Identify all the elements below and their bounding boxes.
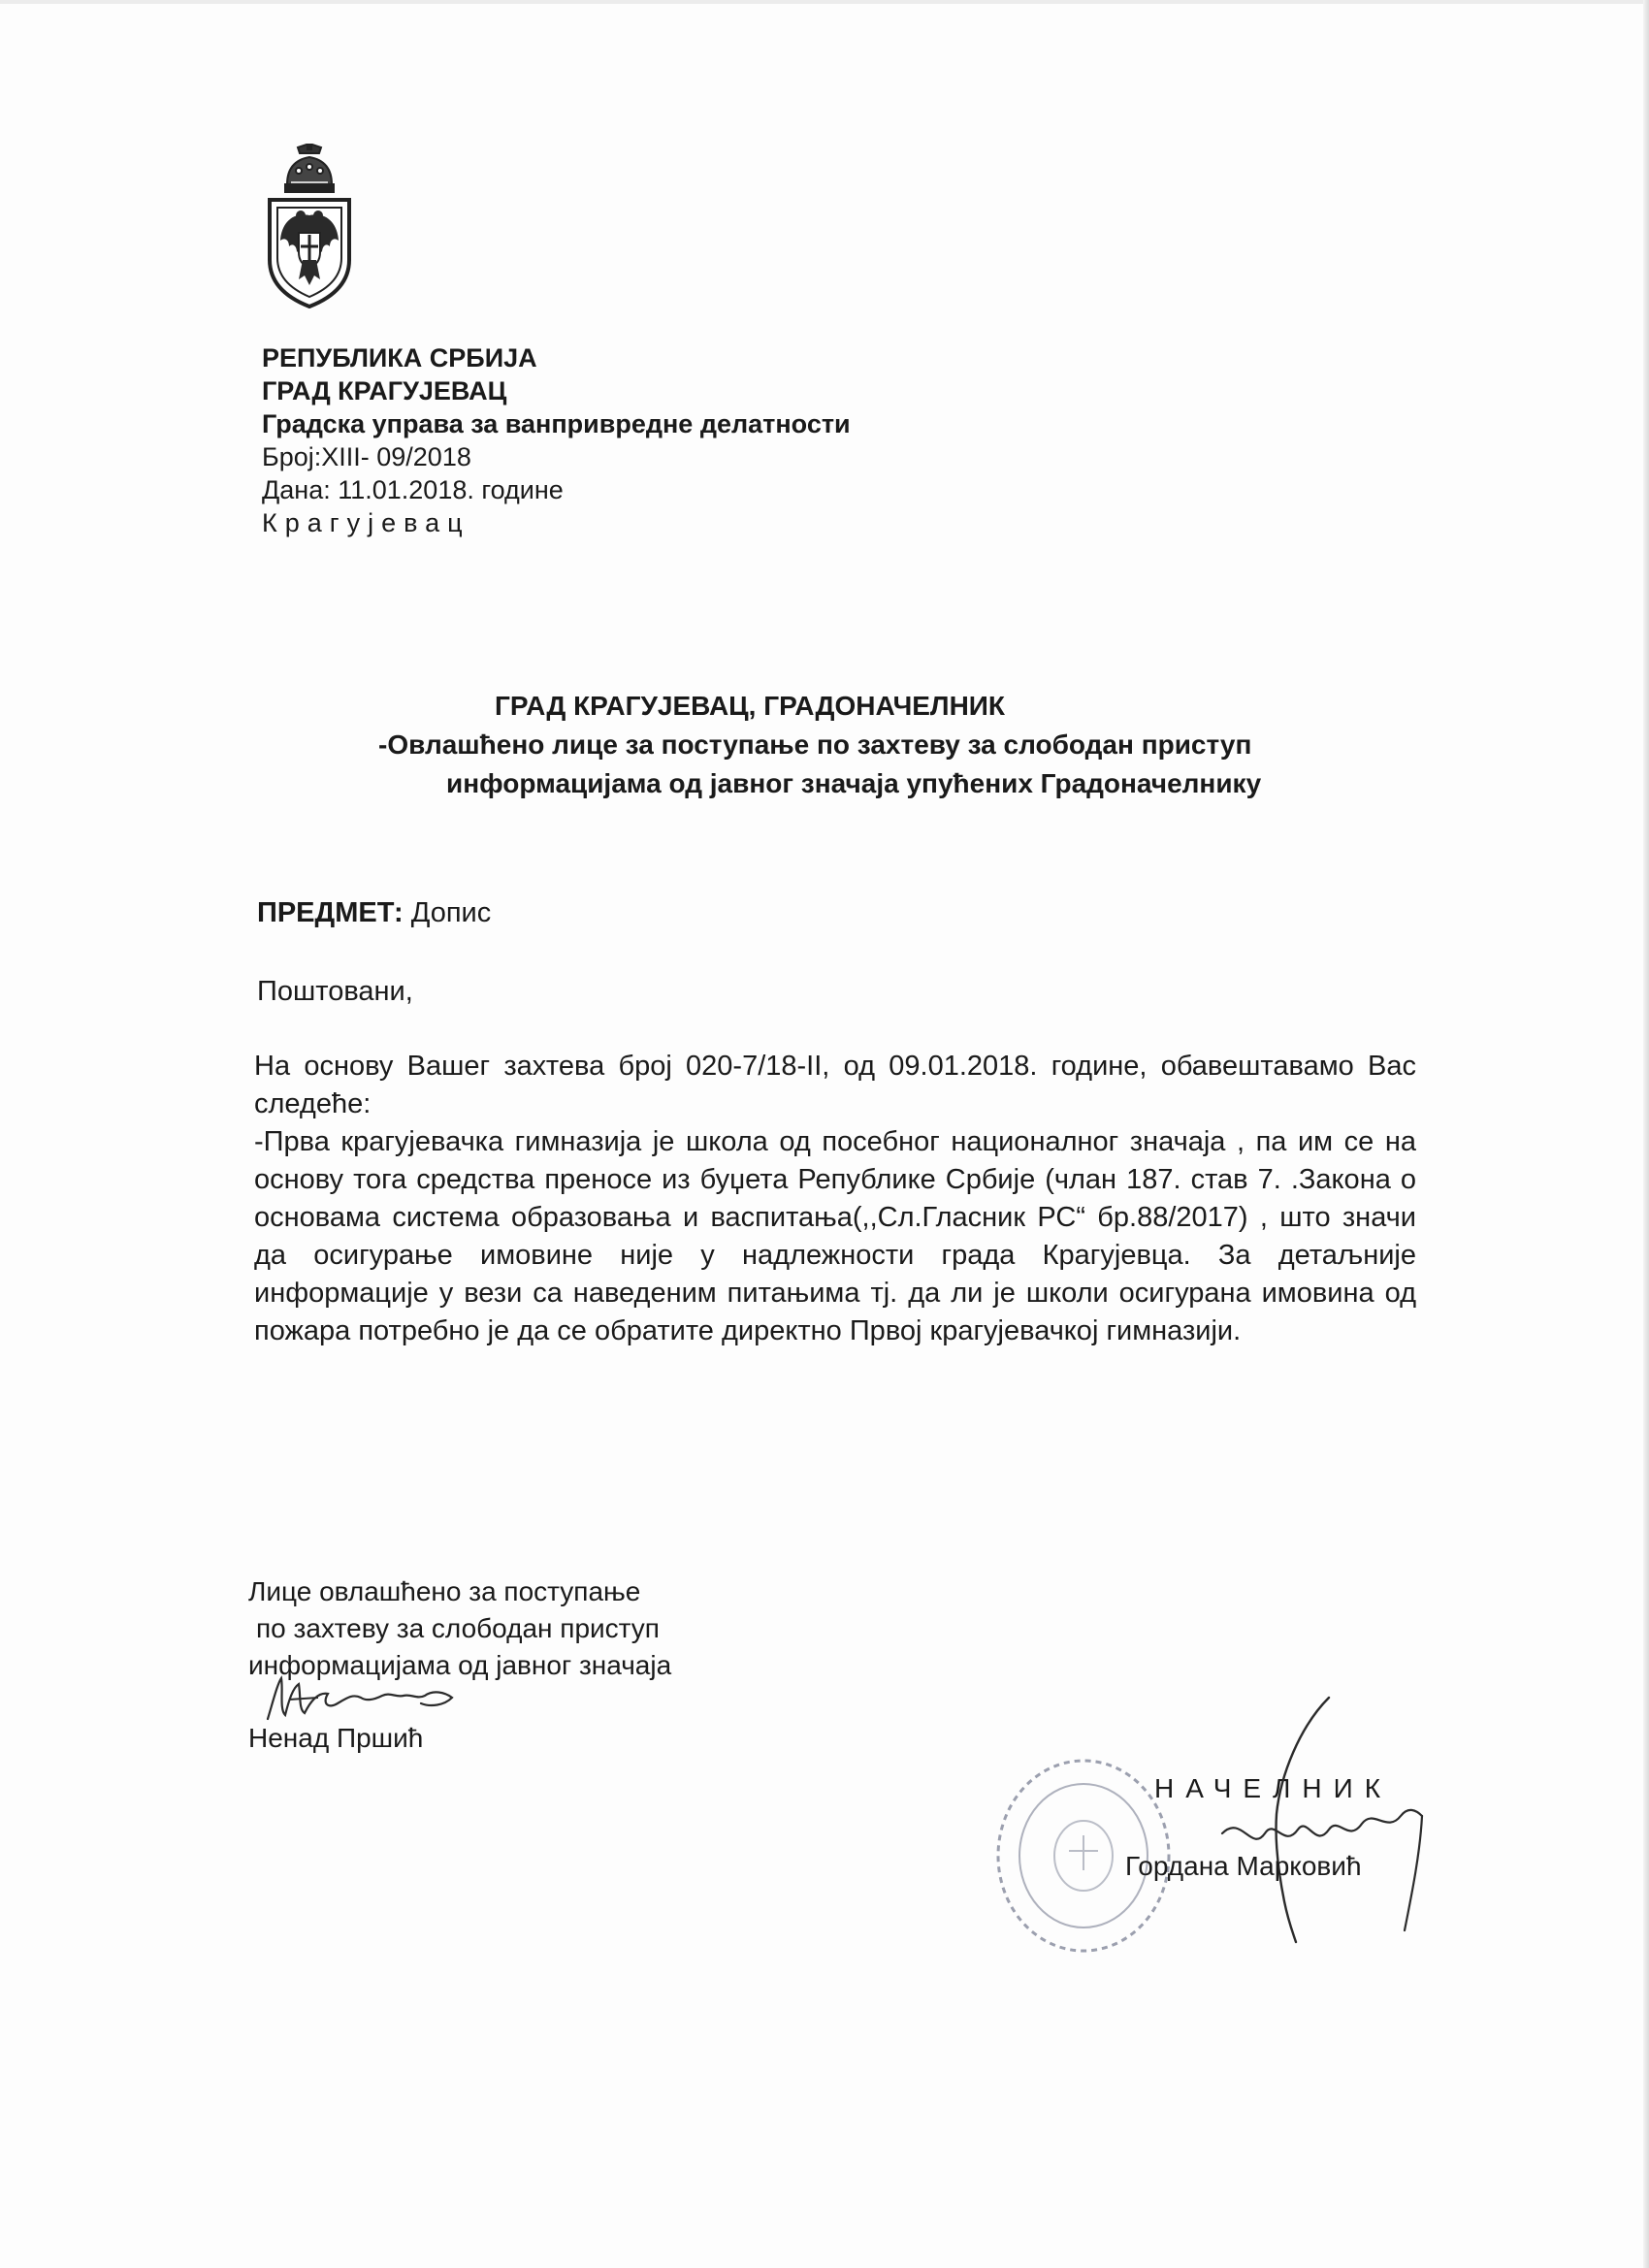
recipient-line-3: информацијама од јавног значаја упућених Градоначелнику (446, 768, 1262, 798)
issuer-country: РЕПУБЛИКА СРБИЈА (262, 343, 537, 373)
issuer-city: ГРАД КРАГУЈЕВАЦ (262, 376, 507, 405)
handwritten-signature-left (260, 1670, 464, 1729)
recipient-line-1: ГРАД КРАГУЈЕВАЦ, ГРАДОНАЧЕЛНИК (495, 691, 1006, 721)
document-place: Крагујевац (262, 508, 470, 537)
signature-left-line-3: информацијама од јавног значаја (248, 1650, 672, 1680)
letter-body (254, 1048, 1416, 1350)
subject-label: ПРЕДМЕТ: (257, 897, 404, 928)
signature-left-name: Ненад Пршић (248, 1723, 424, 1753)
issuer-header (262, 341, 1038, 539)
signature-left-line-1: Лице овлашћено за поступање (248, 1576, 641, 1606)
subject-line (257, 897, 491, 929)
signature-left-line-2: по захтеву за слободан приступ (256, 1613, 660, 1643)
greeting: Поштовани, (257, 976, 413, 1007)
coat-of-arms-icon (264, 144, 355, 308)
signature-right-name: Гордана Марковић (1125, 1851, 1362, 1881)
recipient-line-2: -Овлашћено лице за поступање по захтеву за слободан приступ (378, 729, 1252, 760)
subject-value: Допис (410, 897, 492, 928)
document-date: Дана: 11.01.2018. године (262, 475, 564, 504)
signature-left-block (248, 1573, 792, 1684)
handwritten-signature-right (1183, 1688, 1436, 1950)
document-number: Број:XIII- 09/2018 (262, 442, 471, 471)
scan-edge-right (1643, 0, 1649, 2268)
issuer-department: Градска управа за ванпривредне делатности (262, 409, 851, 438)
body-paragraph-1: На основу Вашег захтева број 020-7/18-II, од 09.01.2018. године, обавештавамо Вас следеће: (254, 1051, 1416, 1119)
body-paragraph-2: -Прва крагујевачка гимназија је школа од посебног националног значаја , па им се на основу тога средства преносе из буџета Републике Србије (члан 187. став 7. .Закона о основама система образовања и васпитања(,,Сл.Гласник РС“ бр.88/2017) , што значи да осигурање имовине није у надлежности града Крагујевца. За детаљније информације у вези са наведеним питањима тј. да ли је школи осигурана имовина од пожара потребно је да се обратите директно Првој крагујевачкој гимназији. (254, 1126, 1416, 1346)
scan-edge-top (0, 0, 1649, 4)
recipient-block (378, 687, 1426, 803)
signature-right-title: НАЧЕЛНИК (1154, 1773, 1393, 1803)
